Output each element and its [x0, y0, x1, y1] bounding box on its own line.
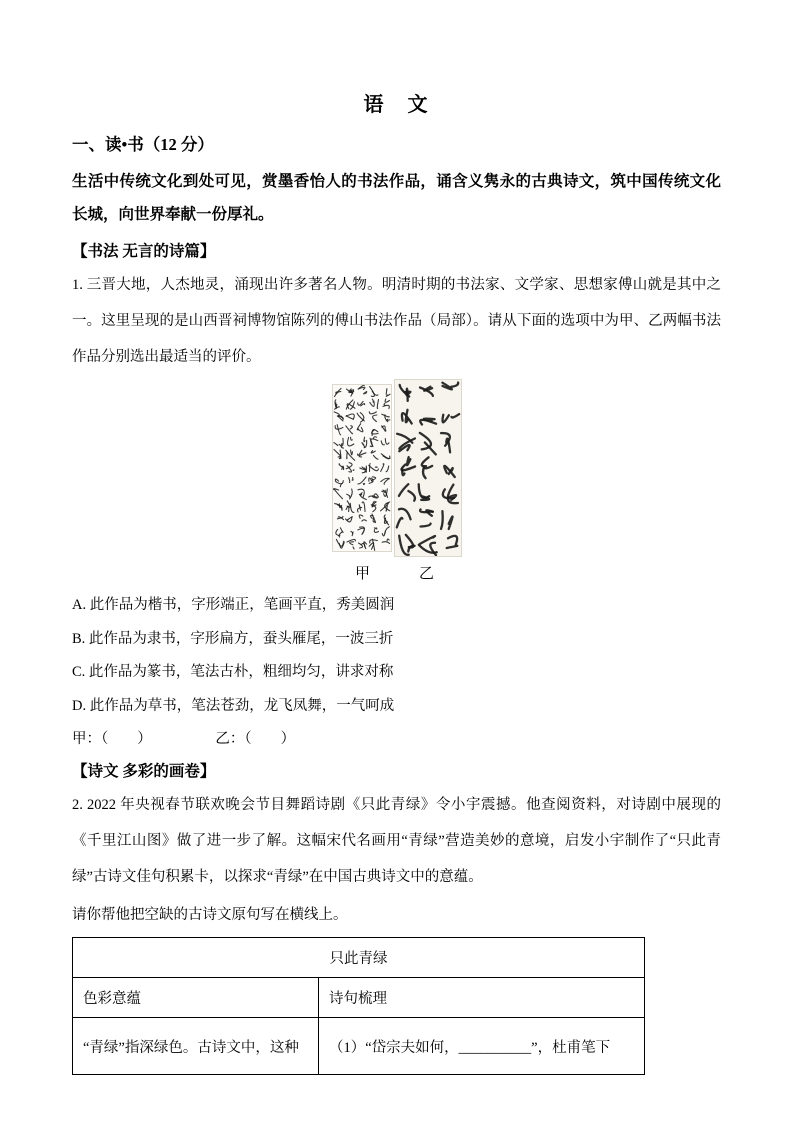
- card-data-row: [73, 1018, 645, 1075]
- option-a: A. 此作品为楷书，字形端正，笔画平直，秀美圆润: [72, 597, 395, 613]
- calligraphy-jia-image: [332, 384, 392, 552]
- card-header-color-meaning: 色彩意蕴: [73, 978, 319, 1018]
- figure-label-yi: 乙: [418, 566, 434, 582]
- calligraphy-figure: [72, 379, 721, 557]
- card-header-verse-review: 诗句梳理: [319, 978, 645, 1018]
- question2-instruction: 请你帮他把空缺的古诗文原句写在横线上。: [72, 907, 348, 923]
- card-cell-verse-1: （1）“岱宗夫如何，__________”，杜甫笔下: [319, 1018, 645, 1075]
- option-c: C. 此作品为篆书，笔法古朴，粗细均匀，讲求对称: [72, 664, 394, 680]
- card-header-row: [73, 978, 645, 1018]
- card-cell-color-meaning: “青绿”指深绿色。古诗文中，这种: [73, 1018, 319, 1075]
- section1-heading: 一、读•书（12 分）: [72, 135, 214, 154]
- figure-labels: [72, 562, 721, 583]
- card-title-row: [73, 938, 645, 978]
- accumulation-card-table: [72, 937, 645, 1075]
- figure-label-jia: 甲: [354, 566, 370, 582]
- card-title-cell: 只此青绿: [73, 938, 645, 978]
- question1-text: 1. 三晋大地，人杰地灵，涌现出许多著名人物。明清时期的书法家、文学家、思想家傅山就是其中之一。这里呈现的是山西晋祠博物馆陈列的傅山书法作品（局部）。请从下面的选项中为甲、乙两幅书法作品分别选出最适当的评价。: [72, 277, 721, 365]
- calligraphy-yi-image: [394, 379, 462, 557]
- question1-options: [72, 589, 721, 723]
- option-d: D. 此作品为草书，笔法苍劲，龙飞凤舞，一气呵成: [72, 697, 395, 714]
- document-title: 语 文: [363, 94, 430, 116]
- poetry-subheading: 【诗文 多彩的画卷】: [72, 763, 216, 780]
- calligraphy-subheading: 【书法 无言的诗篇】: [72, 243, 216, 260]
- question1-answer-blanks: [72, 727, 721, 751]
- option-b: B. 此作品为隶书，字形扁方，蚕头雁尾，一波三折: [72, 630, 394, 647]
- answer-blank-yi: 乙：（ ）: [215, 731, 296, 747]
- answer-blank-jia: 甲：（ ）: [72, 731, 152, 747]
- section1-intro-paragraph: 生活中传统文化到处可见，赏墨香怡人的书法作品，诵含义隽永的古典诗文，筑中国传统文化长城，向世界奉献一份厚礼。: [72, 173, 721, 223]
- question2-text: 2. 2022 年央视春节联欢晚会节目舞蹈诗剧《只此青绿》令小宇震撼。他查阅资料，对诗剧中展现的《千里江山图》做了进一步了解。这幅宋代名画用“青绿”营造美妙的意境，启发小宇制作了“只此青绿”古诗文佳句积累卡，以探求“青绿”在中国古典诗文中的意蕴。: [72, 797, 721, 885]
